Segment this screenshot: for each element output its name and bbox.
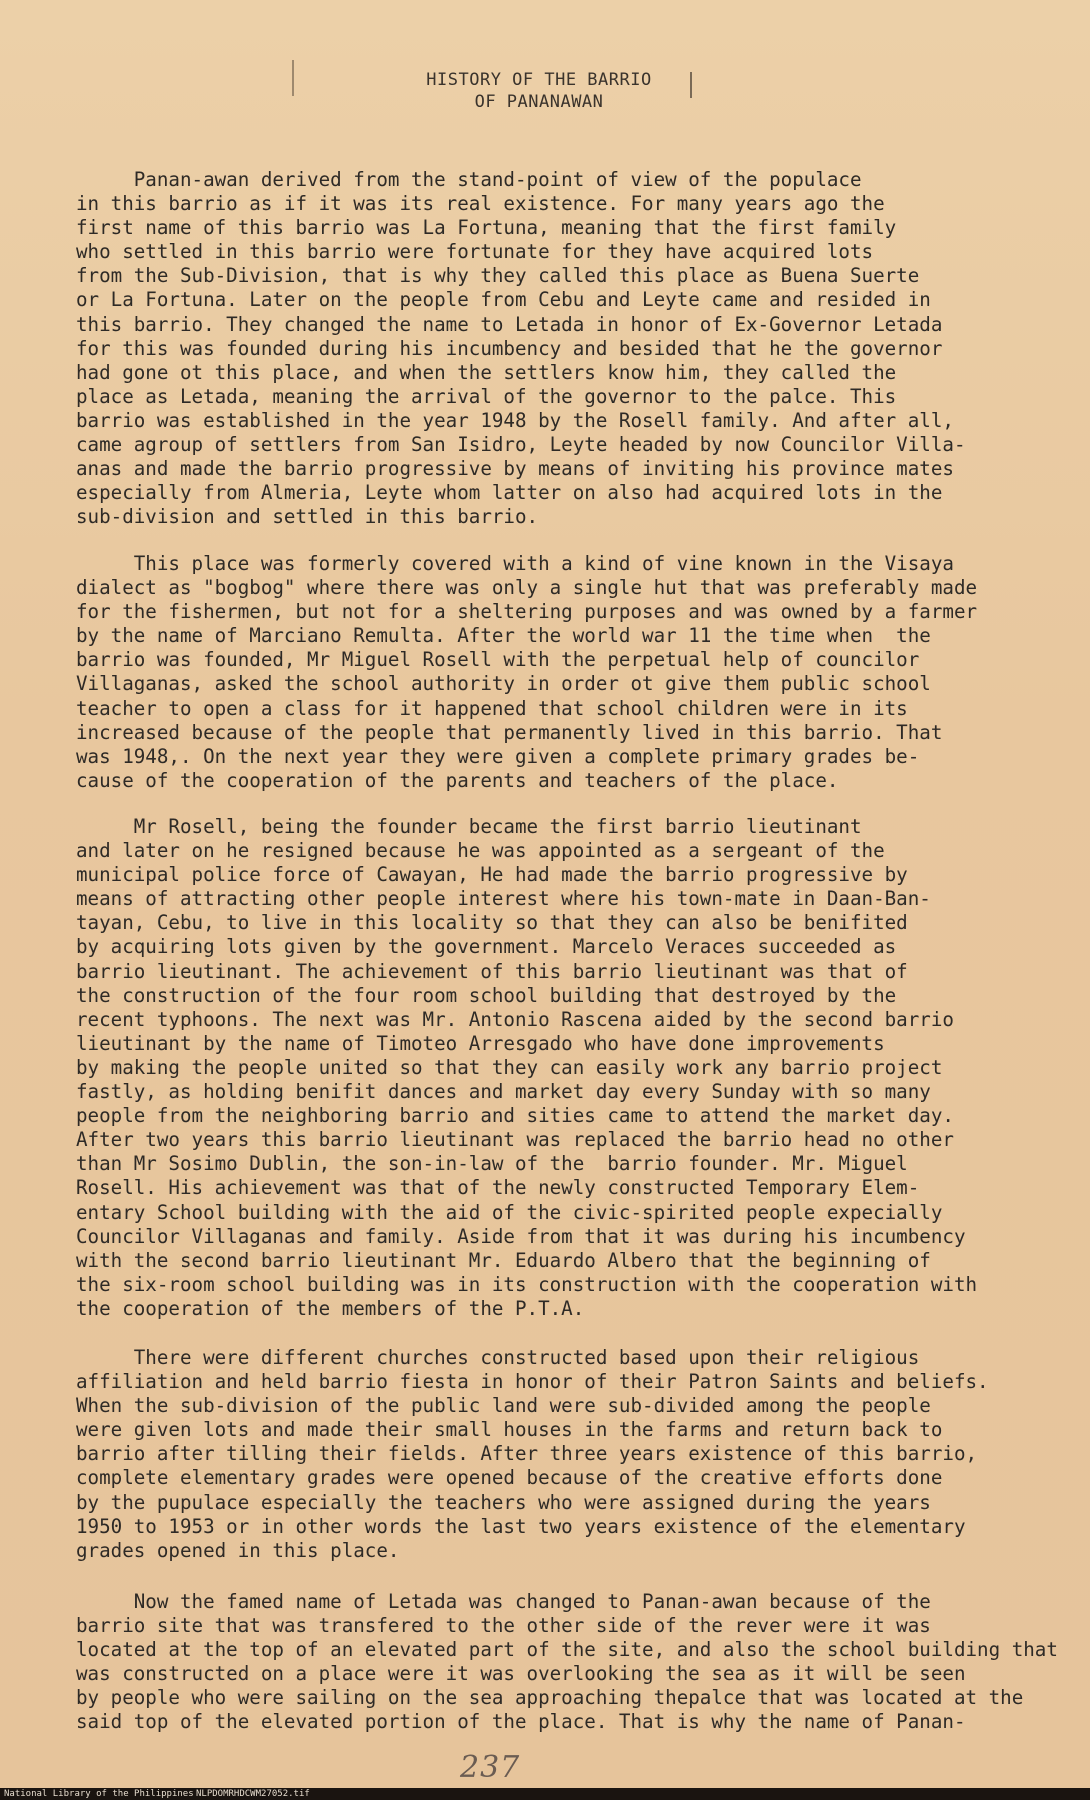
text-line: sub-division and settled in this barrio. <box>76 505 539 529</box>
text-line: barrio was founded, Mr Miguel Rosell with the perpetual help of councilor <box>76 648 920 672</box>
text-line: said top of the elevated portion of the place. That is why the name of Panan- <box>76 1710 966 1734</box>
text-line: by making the people united so that they can easily work any barrio project <box>76 1055 943 1079</box>
text-line: entary School building with the aid of the civic-spirited people expecially <box>76 1200 943 1224</box>
text-line: or La Fortuna. Later on the people from Cebu and Leyte came and resided in <box>76 288 931 312</box>
text-line: located at the top of an elevated part of the site, and also the school building that <box>76 1638 1058 1662</box>
text-line: After two years this barrio lieutinant was replaced the barrio head no other <box>76 1128 954 1152</box>
text-line: 1950 to 1953 or in other words the last two years existence of the elementary <box>76 1514 966 1538</box>
text-line: Now the famed name of Letada was changed to Panan-awan because of the <box>76 1590 931 1613</box>
footer-filename: NLPDOMRHDCWM27052.tif <box>196 1789 310 1799</box>
text-line: means of attracting other people interest where his town-mate in Daan-Ban- <box>76 887 931 911</box>
text-line: teacher to open a class for it happened that school children were in its <box>76 696 908 720</box>
text-line: fastly, as holding benifit dances and market day every Sunday with so many <box>76 1080 931 1104</box>
text-line: for the fishermen, but not for a sheltering purposes and was owned by a farmer <box>76 600 978 624</box>
title-line-2: OF PANANAWAN <box>474 92 604 112</box>
text-line: Mr Rosell, being the founder became the first barrio lieutinant <box>76 815 862 838</box>
title-line-1: HISTORY OF THE BARRIO <box>426 70 652 90</box>
text-line: Villaganas, asked the school authority in order ot give them public school <box>76 672 931 696</box>
text-line: There were different churches constructed based upon their religious <box>76 1346 920 1369</box>
text-line: had gone ot this place, and when the settlers know him, they called the <box>76 360 897 384</box>
page-number: 237 <box>460 1750 521 1785</box>
paragraph-5 <box>76 1590 1076 1735</box>
text-line: in this barrio as if it was its real existence. For many years ago the <box>76 192 885 216</box>
scan-footer <box>0 1788 1090 1800</box>
text-line: especially from Almeria, Leyte whom latter on also had acquired lots in the <box>76 481 943 505</box>
text-line: this barrio. They changed the name to Letada in honor of Ex-Governor Letada <box>76 312 943 336</box>
text-line: Panan-awan derived from the stand-point of view of the populace <box>76 168 862 191</box>
text-line: dialect as "bogbog" where there was only a single hut that was preferably made <box>76 576 978 600</box>
text-line: the cooperation of the members of the P.T.A. <box>76 1296 585 1320</box>
text-line: barrio after tilling their fields. After three years existence of this barrio, <box>76 1442 978 1466</box>
text-line: by the name of Marciano Remulta. After the world war 11 the time when the <box>76 624 931 648</box>
text-line: barrio was established in the year 1948 by the Rosell family. And after all, <box>76 408 954 432</box>
text-line: This place was formerly covered with a kind of vine known in the Visaya <box>76 552 954 575</box>
footer-source: National Library of the Philippines <box>4 1789 194 1799</box>
text-line: barrio lieutinant. The achievement of this barrio lieutinant was that of <box>76 959 908 983</box>
text-line: with the second barrio lieutinant Mr. Eduardo Albero that the beginning of <box>76 1248 931 1272</box>
text-line: by acquiring lots given by the government. Marcelo Veraces succeeded as <box>76 935 897 959</box>
text-line: increased because of the people that permanently lived in this barrio. That <box>76 720 943 744</box>
text-line: municipal police force of Cawayan, He had made the barrio progressive by <box>76 863 908 887</box>
text-line: for this was founded during his incumbency and besided that he the governor <box>76 336 943 360</box>
text-line: came agroup of settlers from San Isidro, Leyte headed by now Councilor Villa- <box>76 433 966 457</box>
text-line: affiliation and held barrio fiesta in honor of their Patron Saints and beliefs. <box>76 1370 989 1394</box>
text-line: than Mr Sosimo Dublin, the son-in-law of the barrio founder. Mr. Miguel <box>76 1152 908 1176</box>
text-line: Rosell. His achievement was that of the newly constructed Temporary Elem- <box>76 1176 920 1200</box>
text-line: was constructed on a place were it was overlooking the sea as it will be seen <box>76 1662 966 1686</box>
text-line: the construction of the four room school building that destroyed by the <box>76 983 897 1007</box>
paragraph-3 <box>76 815 1076 1321</box>
paragraph-2 <box>76 552 1076 793</box>
paragraph-1 <box>76 168 1076 529</box>
text-line: Councilor Villaganas and family. Aside from that it was during his incumbency <box>76 1224 966 1248</box>
text-line: from the Sub-Division, that is why they called this place as Buena Suerte <box>76 264 920 288</box>
text-line: was 1948,. On the next year they were given a complete primary grades be- <box>76 744 920 768</box>
text-line: grades opened in this place. <box>76 1538 400 1562</box>
text-line: who settled in this barrio were fortunate for they have acquired lots <box>76 240 874 264</box>
paragraph-4 <box>76 1346 1076 1563</box>
text-line: recent typhoons. The next was Mr. Antonio Rascena aided by the second barrio <box>76 1007 954 1031</box>
text-line: lieutinant by the name of Timoteo Arresgado who have done improvements <box>76 1031 885 1055</box>
text-line: were given lots and made their small houses in the farms and return back to <box>76 1418 943 1442</box>
text-line: people from the neighboring barrio and sities came to attend the market day. <box>76 1104 954 1128</box>
text-line: barrio site that was transfered to the other side of the rever were it was <box>76 1614 931 1638</box>
text-line: complete elementary grades were opened because of the creative efforts done <box>76 1466 943 1490</box>
text-line: the six-room school building was in its construction with the cooperation with <box>76 1272 978 1296</box>
text-line: and later on he resigned because he was appointed as a sergeant of the <box>76 839 885 863</box>
text-line: by people who were sailing on the sea approaching thepalce that was located at the <box>76 1686 1024 1710</box>
text-line: anas and made the barrio progressive by means of inviting his province mates <box>76 457 954 481</box>
text-line: tayan, Cebu, to live in this locality so that they can also be benifited <box>76 911 908 935</box>
text-line: by the pupulace especially the teachers who were assigned during the years <box>76 1490 931 1514</box>
text-line: place as Letada, meaning the arrival of the governor to the palce. This <box>76 384 897 408</box>
text-line: When the sub-division of the public land were sub-divided among the people <box>76 1394 931 1418</box>
text-line: cause of the cooperation of the parents and teachers of the place. <box>76 768 839 792</box>
text-line: first name of this barrio was La Fortuna, meaning that the first family <box>76 216 897 240</box>
